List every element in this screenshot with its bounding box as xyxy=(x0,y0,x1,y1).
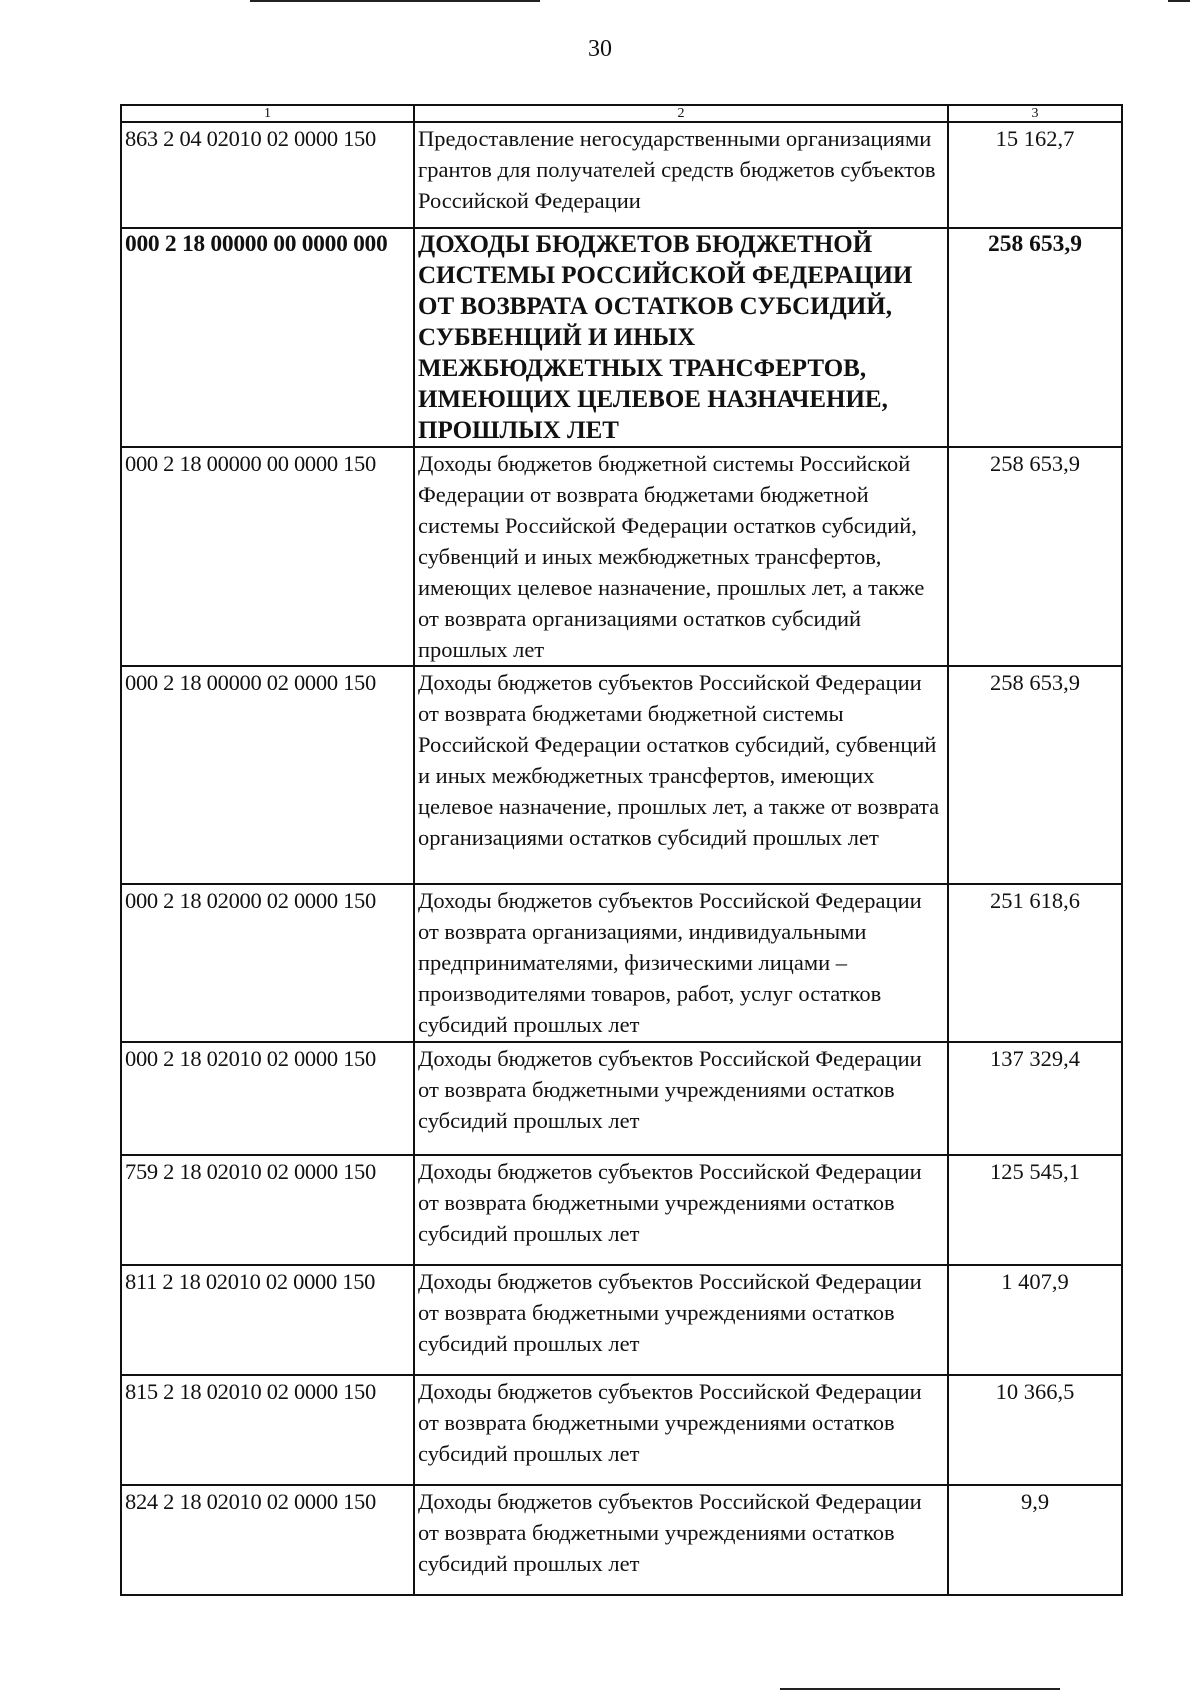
amount-value: 15 162,7 xyxy=(948,122,1122,228)
income-description: ДОХОДЫ БЮДЖЕТОВ БЮДЖЕТНОЙ СИСТЕМЫ РОССИЙСКОЙ ФЕДЕРАЦИИ ОТ ВОЗВРАТА ОСТАТКОВ СУБСИДИЙ, СУБВЕНЦИЙ И ИНЫХ МЕЖБЮДЖЕТНЫХ ТРАНСФЕРТОВ, ИМЕЮЩИХ ЦЕЛЕВОЕ НАЗНАЧЕНИЕ, ПРОШЛЫХ ЛЕТ xyxy=(414,228,948,447)
classification-code: 824 2 18 02010 02 0000 150 xyxy=(121,1485,414,1595)
table-row xyxy=(121,666,1122,884)
top-rule-right xyxy=(1168,0,1190,2)
classification-code: 000 2 18 02000 02 0000 150 xyxy=(121,884,414,1042)
table-row xyxy=(121,447,1122,666)
amount-value: 258 653,9 xyxy=(948,666,1122,884)
classification-code: 863 2 04 02010 02 0000 150 xyxy=(121,122,414,228)
classification-code: 815 2 18 02010 02 0000 150 xyxy=(121,1375,414,1485)
amount-value: 125 545,1 xyxy=(948,1155,1122,1265)
classification-code: 000 2 18 00000 00 0000 150 xyxy=(121,447,414,666)
amount-value: 251 618,6 xyxy=(948,884,1122,1042)
table-row xyxy=(121,1155,1122,1265)
amount-value: 9,9 xyxy=(948,1485,1122,1595)
column-number-row xyxy=(121,105,1122,122)
classification-code: 811 2 18 02010 02 0000 150 xyxy=(121,1265,414,1375)
income-description: Доходы бюджетов субъектов Российской Федерации от возврата бюджетными учреждениями остатков субсидий прошлых лет xyxy=(414,1485,948,1595)
classification-code: 000 2 18 00000 02 0000 150 xyxy=(121,666,414,884)
amount-value: 258 653,9 xyxy=(948,228,1122,447)
classification-code: 000 2 18 00000 00 0000 000 xyxy=(121,228,414,447)
table-row xyxy=(121,1265,1122,1375)
income-description: Доходы бюджетов субъектов Российской Федерации от возврата бюджетными учреждениями остатков субсидий прошлых лет xyxy=(414,1042,948,1155)
income-description: Доходы бюджетов субъектов Российской Федерации от возврата бюджетными учреждениями остатков субсидий прошлых лет xyxy=(414,1375,948,1485)
table-row xyxy=(121,884,1122,1042)
amount-value: 1 407,9 xyxy=(948,1265,1122,1375)
income-description: Доходы бюджетов бюджетной системы Российской Федерации от возврата бюджетами бюджетной системы Российской Федерации остатков субсидий, субвенций и иных межбюджетных трансфертов, имеющих целевое назначение, прошлых лет, а также от возврата организациями остатков субсидий прошлых лет xyxy=(414,447,948,666)
column-number-1: 1 xyxy=(121,105,414,122)
income-description: Доходы бюджетов субъектов Российской Федерации от возврата бюджетами бюджетной системы Российской Федерации остатков субсидий, субвенций и иных межбюджетных трансфертов, имеющих целевое назначение, прошлых лет, а также от возврата организациями остатков субсидий прошлых лет xyxy=(414,666,948,884)
income-description: Доходы бюджетов субъектов Российской Федерации от возврата бюджетными учреждениями остатков субсидий прошлых лет xyxy=(414,1155,948,1265)
table-row xyxy=(121,122,1122,228)
bottom-rule xyxy=(780,1688,1060,1690)
budget-table xyxy=(120,104,1123,1596)
amount-value: 10 366,5 xyxy=(948,1375,1122,1485)
amount-value: 258 653,9 xyxy=(948,447,1122,666)
income-description: Предоставление негосударственными организациями грантов для получателей средств бюджетов субъектов Российской Федерации xyxy=(414,122,948,228)
income-description: Доходы бюджетов субъектов Российской Федерации от возврата организациями, индивидуальными предпринимателями, физическими лицами – производителями товаров, работ, услуг остатков субсидий прошлых лет xyxy=(414,884,948,1042)
table-row-section-total xyxy=(121,228,1122,447)
classification-code: 000 2 18 02010 02 0000 150 xyxy=(121,1042,414,1155)
classification-code: 759 2 18 02010 02 0000 150 xyxy=(121,1155,414,1265)
page-number: 30 xyxy=(588,36,612,62)
table-row xyxy=(121,1375,1122,1485)
column-number-2: 2 xyxy=(414,105,948,122)
column-number-3: 3 xyxy=(948,105,1122,122)
table-row xyxy=(121,1485,1122,1595)
table-row xyxy=(121,1042,1122,1155)
income-description: Доходы бюджетов субъектов Российской Федерации от возврата бюджетными учреждениями остатков субсидий прошлых лет xyxy=(414,1265,948,1375)
amount-value: 137 329,4 xyxy=(948,1042,1122,1155)
top-rule-left xyxy=(250,0,540,2)
